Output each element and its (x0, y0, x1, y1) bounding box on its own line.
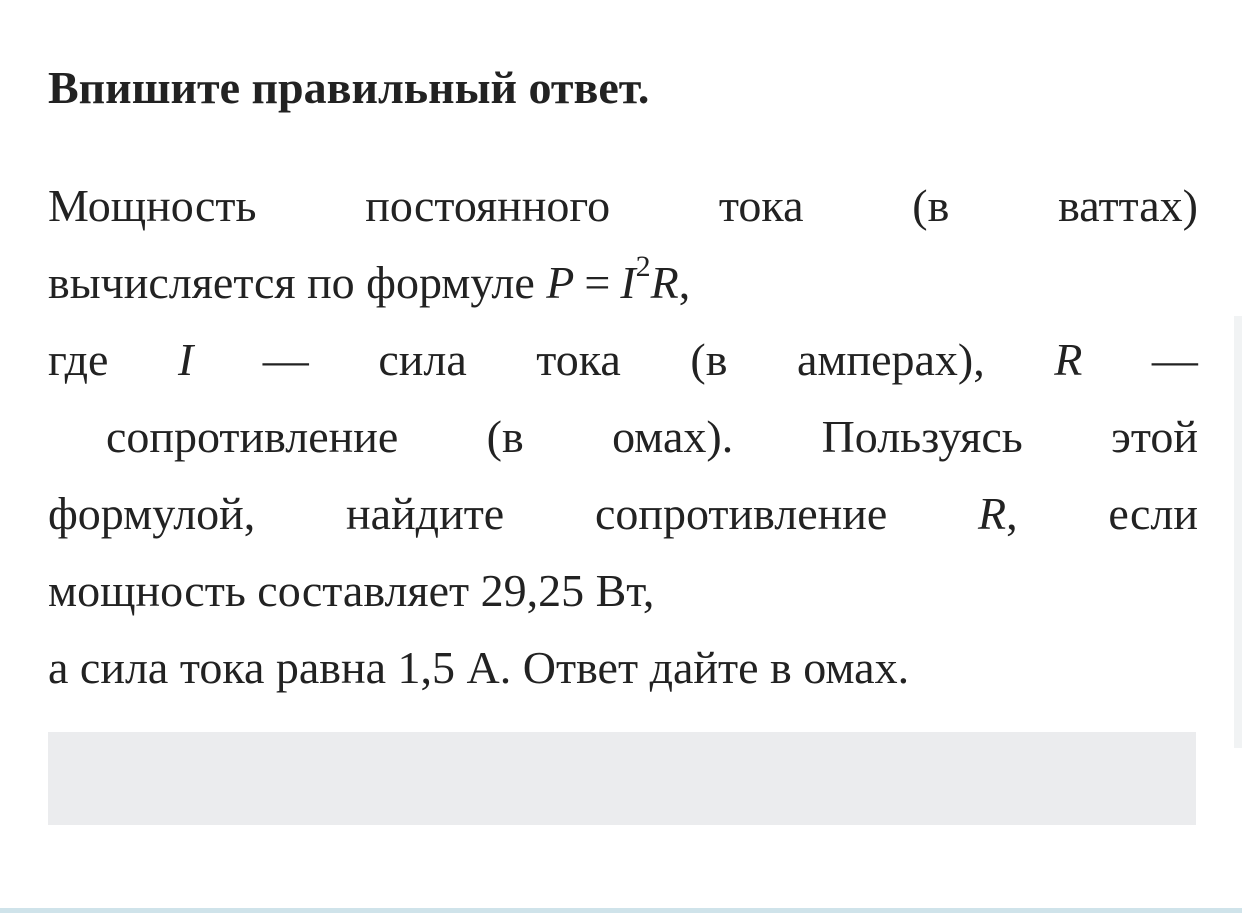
formula-var-r: R (650, 257, 679, 308)
formula-equals: = (584, 257, 611, 308)
problem-word: тока (718, 180, 804, 231)
problem-word: (в (912, 180, 950, 231)
formula-comma: , (678, 257, 691, 308)
math-var-i: I (177, 334, 194, 385)
problem-word: Пользуясь (821, 411, 1023, 462)
problem-line-5 (48, 476, 1198, 552)
power-formula (546, 249, 679, 308)
problem-word: сопротивление (594, 488, 888, 539)
problem-word: (в (690, 334, 728, 385)
problem-word: Мощность (48, 180, 257, 231)
answer-input[interactable] (48, 732, 1196, 825)
problem-line-6: мощность составляет 29,25 Вт, (48, 565, 655, 616)
scrollbar-track[interactable] (1234, 316, 1242, 748)
formula-exponent: 2 (635, 249, 651, 283)
problem-line-1 (48, 168, 1198, 244)
formula-var-p: P (546, 257, 575, 308)
math-var-r: R (1054, 334, 1083, 385)
problem-word: если (1108, 488, 1198, 539)
formula-var-i: I (620, 257, 636, 308)
problem-word: этой (1111, 411, 1198, 462)
problem-word: где (48, 334, 109, 385)
em-dash: — (262, 334, 309, 385)
problem-word: тока (536, 334, 621, 385)
problem-line-4 (106, 399, 1198, 475)
problem-text: вычисляется по формуле (48, 257, 535, 308)
bottom-divider (0, 908, 1242, 913)
problem-line-7: а сила тока равна 1,5 А. Ответ дайте в омах. (48, 642, 910, 693)
problem-word: постоянного (365, 180, 611, 231)
task-heading: Впишите правильный ответ. (48, 62, 650, 113)
problem-word: сопротивление (106, 411, 399, 462)
problem-line-3 (48, 322, 1198, 398)
problem-comma: , (1006, 488, 1018, 539)
math-var-r: R (978, 488, 1007, 539)
problem-word: амперах), (796, 334, 985, 385)
problem-word: (в (486, 411, 524, 462)
problem-line-2 (48, 245, 1198, 321)
problem-word: сила (378, 334, 467, 385)
problem-word: омах). (612, 411, 734, 462)
problem-word: найдите (346, 488, 505, 539)
problem-word: ваттах) (1058, 180, 1198, 231)
problem-word: формулой, (48, 488, 256, 539)
em-dash: — (1151, 334, 1198, 385)
